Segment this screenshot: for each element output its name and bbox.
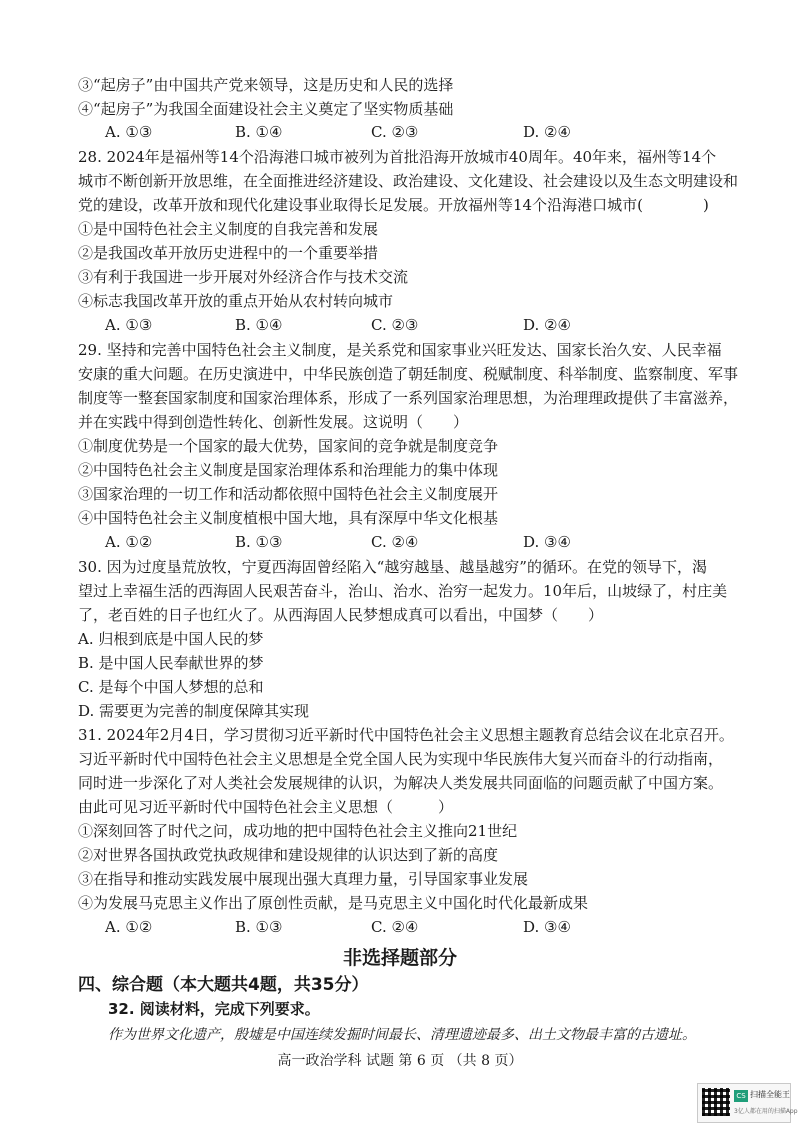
option-b: B. ①③ (235, 918, 283, 936)
question-text: 了，老百姓的日子也红火了。从西海固人民梦想成真可以看出，中国梦（ ） (78, 606, 604, 624)
question-text: 习近平新时代中国特色社会主义思想是全党全国人民为实现中华民族伟大复兴而奋斗的行动指南， (78, 750, 724, 768)
question-text: 制度等一整套国家制度和国家治理体系，形成了一系列国家治理思想，为治理理政提供了丰富滋养， (78, 389, 739, 407)
option-d: D. ②④ (523, 316, 571, 334)
question-text: 29. 坚持和完善中国特色社会主义制度，是关系党和国家事业兴旺发达、国家长治久安、人民幸福 (78, 341, 722, 359)
question-text: 安康的重大问题。在历史演进中，中华民族创造了朝廷制度、税赋制度、科举制度、监察制度、军事 (78, 365, 739, 383)
option-d: D. ③④ (523, 918, 571, 936)
option-a: A. ①② (105, 918, 153, 936)
statement-2: ②中国特色社会主义制度是国家治理体系和治理能力的集中体现 (78, 461, 499, 479)
question-text: 30. 因为过度垦荒放牧，宁夏西海固曾经陷入“越穷越垦、越垦越穷”的循环。在党的领导下，渴 (78, 558, 707, 576)
choice-a: A. 归根到底是中国人民的梦 (78, 630, 264, 648)
option-a: A. ①③ (105, 316, 153, 334)
question-text: 28. 2024年是福州等14个沿海港口城市被列为首批沿海开放城市40周年。40年来，福州等14个 (78, 148, 717, 166)
scanner-watermark (697, 1083, 798, 1123)
question-text: 31. 2024年2月4日，学习贯彻习近平新时代中国特色社会主义思想主题教育总结会议在北京召开。 (78, 726, 734, 744)
statement-1: ①深刻回答了时代之问，成功地的把中国特色社会主义推向21世纪 (78, 822, 518, 840)
section-heading: 四、综合题（本大题共4题，共35分） (78, 975, 369, 995)
option-b: B. ①④ (235, 316, 283, 334)
part-heading: 非选择题部分 (342, 947, 457, 969)
statement-2: ②是我国改革开放历史进程中的一个重要举措 (78, 244, 379, 262)
option-a: A. ①② (105, 533, 153, 551)
option-c: C. ②③ (371, 123, 419, 141)
choice-c: C. 是每个中国人梦想的总和 (78, 678, 264, 696)
option-d: D. ③④ (523, 533, 571, 551)
question-32-title: 32. 阅读材料，完成下列要求。 (108, 1000, 320, 1018)
question-text: 并在实践中得到创造性转化、创新性发展。这说明（ ） (78, 413, 469, 431)
statement-4: ④标志我国改革开放的重点开始从农村转向城市 (78, 292, 394, 310)
statement-3: ③“起房子”由中国共产党来领导，这是历史和人民的选择 (78, 76, 454, 94)
statement-2: ②对世界各国执政党执政规律和建设规律的认识达到了新的高度 (78, 846, 499, 864)
option-a: A. ①③ (105, 123, 153, 141)
question-text: 党的建设，改革开放和现代化建设事业取得长足发展。开放福州等14个沿海港口城市( ) (78, 196, 709, 214)
choice-b: B. 是中国人民奉献世界的梦 (78, 654, 264, 672)
watermark-title: 扫描全能王 (750, 1090, 790, 1099)
question-text: 同时进一步深化了对人类社会发展规律的认识，为解决人类发展共同面临的问题贡献了中国方案。 (78, 774, 724, 792)
option-c: C. ②④ (371, 533, 419, 551)
question-text: 由此可见习近平新时代中国特色社会主义思想（ ） (78, 798, 454, 816)
statement-3: ③国家治理的一切工作和活动都依照中国特色社会主义制度展开 (78, 485, 499, 503)
choice-d: D. 需要更为完善的制度保障其实现 (78, 702, 310, 720)
question-32-material: 作为世界文化遗产，殷墟是中国连续发掘时间最长、清理遗迹最多、出土文物最丰富的古遗址。 (108, 1027, 696, 1043)
statement-3: ③有利于我国进一步开展对外经济合作与技术交流 (78, 268, 409, 286)
option-b: B. ①④ (235, 123, 283, 141)
option-c: C. ②③ (371, 316, 419, 334)
watermark-subtitle: 3亿人都在用的扫描App (734, 1108, 798, 1115)
option-d: D. ②④ (523, 123, 571, 141)
statement-4: ④为发展马克思主义作出了原创性贡献，是马克思主义中国化时代化最新成果 (78, 894, 589, 912)
qr-code-icon (702, 1088, 730, 1116)
statement-4: ④“起房子”为我国全面建设社会主义奠定了坚实物质基础 (78, 100, 454, 118)
option-b: B. ①③ (235, 533, 283, 551)
page-footer: 高一政治学科 试题 第 6 页 （共 8 页） (277, 1053, 523, 1069)
option-c: C. ②④ (371, 918, 419, 936)
statement-1: ①制度优势是一个国家的最大优势，国家间的竞争就是制度竞争 (78, 437, 499, 455)
statement-3: ③在指导和推动实践发展中展现出强大真理力量，引导国家事业发展 (78, 870, 529, 888)
statement-1: ①是中国特色社会主义制度的自我完善和发展 (78, 220, 379, 238)
question-text: 望过上幸福生活的西海固人民艰苦奋斗，治山、治水、治穷一起发力。10年后，山坡绿了，村庄美 (78, 582, 728, 600)
statement-4: ④中国特色社会主义制度植根中国大地，具有深厚中华文化根基 (78, 509, 499, 527)
question-text: 城市不断创新开放思维，在全面推进经济建设、政治建设、文化建设、社会建设以及生态文明建设和 (78, 172, 739, 190)
camscanner-logo-icon: CS (734, 1090, 748, 1102)
